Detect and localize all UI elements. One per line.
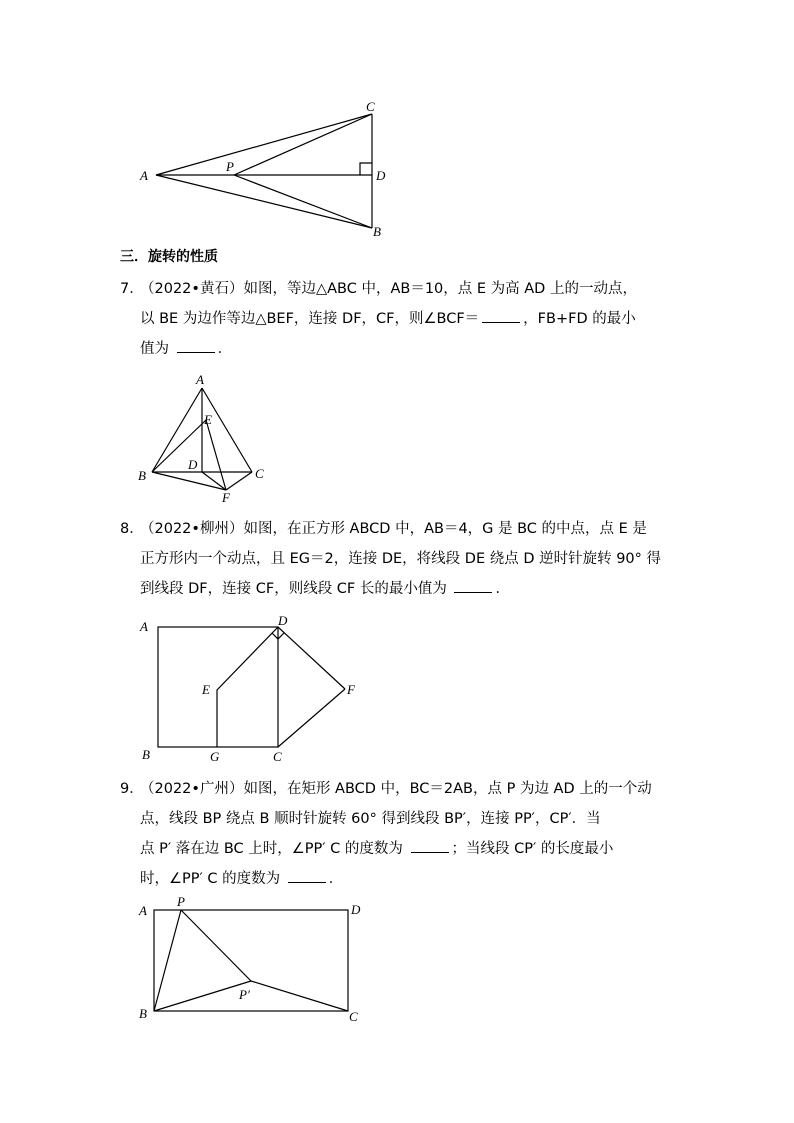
label-C: C: [273, 749, 282, 764]
problem-line: 时，∠PP′ C 的度数为: [140, 871, 285, 887]
label-A: A: [140, 619, 148, 634]
label-F: F: [347, 682, 355, 697]
problem-line: 点 P′ 落在边 BC 上时，∠PP′ C 的度数为: [140, 841, 408, 857]
label-G: G: [210, 749, 220, 764]
problem-line: 值为: [140, 341, 174, 357]
label-B: B: [142, 747, 150, 762]
label-B: B: [138, 468, 146, 483]
label-C: C: [349, 1009, 358, 1024]
label-P: P: [177, 894, 185, 909]
problem-line: 点，线段 BP 绕点 B 顺时针旋转 60° 得到线段 BP′，连接 PP′，CP′．当: [140, 811, 601, 827]
label-E: E: [204, 412, 212, 427]
label-C: C: [255, 466, 264, 481]
label-A: A: [140, 168, 148, 183]
label-B: B: [373, 224, 381, 239]
segment-PPp: [181, 910, 251, 981]
label-A: A: [139, 903, 147, 918]
label-D: D: [351, 902, 361, 917]
segment-BPp: [154, 981, 251, 1011]
problem-line: ．: [328, 871, 344, 887]
problem-line: ．: [217, 341, 233, 357]
label-D: D: [278, 613, 288, 628]
label-P-prime: P′: [239, 987, 250, 1002]
label-F: F: [222, 490, 230, 505]
label-P: P: [226, 159, 234, 174]
problem-number: 7．: [120, 281, 144, 297]
label-D: D: [188, 457, 198, 472]
problem-line: ．: [495, 581, 510, 597]
problem-line: 以 BE 为边作等边△BEF，连接 DF，CF，则∠BCF＝: [140, 311, 480, 327]
problem-line: （2022•黄石）如图，等边△ABC 中，AB＝10，点 E 为高 AD 上的一动点，: [140, 281, 637, 297]
problem-line: （2022•广州）如图，在矩形 ABCD 中，BC＝2AB，点 P 为边 AD 上的一个动: [140, 781, 652, 797]
segment-BP: [154, 910, 181, 1011]
problem-number: 8．: [120, 521, 144, 537]
label-B: B: [139, 1006, 147, 1021]
label-A: A: [196, 372, 204, 387]
problem-line: （2022•柳州）如图，在正方形 ABCD 中，AB＝4，G 是 BC 的中点，点 E 是: [140, 521, 647, 537]
label-C: C: [366, 99, 375, 114]
problem-line: ，FB+FD 的最小: [523, 311, 636, 327]
rectangle-ABCD: [154, 910, 348, 1011]
label-D: D: [376, 168, 386, 183]
problem-line: 正方形内一个动点，且 EG＝2，连接 DE，将线段 DE 绕点 D 逆时针旋转 90° 得: [140, 551, 662, 567]
segment-PpC: [251, 981, 348, 1011]
problem-number: 9．: [120, 781, 144, 797]
problem-line: 到线段 DF，连接 CF，则线段 CF 长的最小值为: [140, 581, 452, 597]
section-title: 三．旋转的性质: [120, 249, 218, 265]
label-E: E: [202, 682, 210, 697]
problem-line: ；当线段 CP′ 的长度最小: [451, 841, 614, 857]
